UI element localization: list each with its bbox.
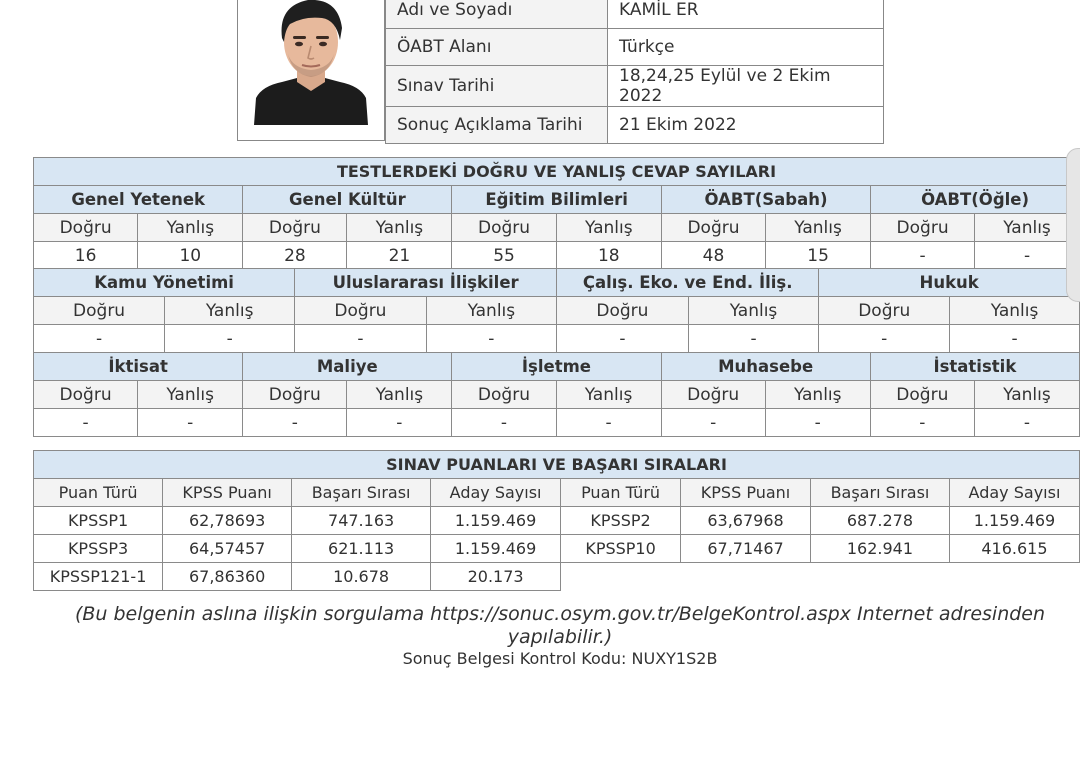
verification-note-line2: yapılabilir.) (507, 626, 613, 648)
score-type: KPSSP2 (561, 507, 681, 535)
wrong-value: - (950, 325, 1080, 353)
correct-label: Doğru (243, 214, 347, 242)
control-code: Sonuç Belgesi Kontrol Kodu: NUXY1S2B (402, 649, 718, 668)
wrong-label: Yanlış (766, 214, 871, 242)
correct-value: 28 (243, 242, 347, 270)
correct-label: Doğru (871, 214, 975, 242)
wrong-value: - (138, 409, 243, 437)
info-label: Adı ve Soyadı (386, 0, 608, 29)
correct-label: Doğru (452, 214, 556, 242)
wrong-label: Yanlış (688, 297, 819, 325)
score-type: KPSSP10 (561, 535, 681, 563)
wrong-label: Yanlış (556, 214, 661, 242)
scores-title: SINAV PUANLARI VE BAŞARI SIRALARI (34, 451, 1080, 479)
correct-label: Doğru (295, 297, 426, 325)
wrong-value: - (347, 409, 452, 437)
candidate-photo (237, 0, 385, 141)
correct-value: - (871, 242, 975, 270)
wrong-value: - (975, 242, 1080, 270)
wrong-value: - (556, 409, 661, 437)
info-value: 21 Ekim 2022 (608, 107, 884, 144)
candidate-info-table (385, 0, 884, 144)
wrong-value: 10 (138, 242, 243, 270)
section-header: Çalış. Eko. ve End. İliş. (557, 269, 819, 297)
success-rank: 162.941 (810, 535, 949, 563)
wrong-label: Yanlış (765, 381, 870, 409)
section-header: İstatistik (870, 353, 1079, 381)
column-header: KPSS Puanı (163, 479, 292, 507)
candidate-count: 416.615 (949, 535, 1079, 563)
info-row-exam-date (386, 66, 884, 107)
column-header: Aday Sayısı (431, 479, 561, 507)
wrong-label: Yanlış (975, 214, 1080, 242)
section-header: Maliye (243, 353, 452, 381)
wrong-value: - (426, 325, 556, 353)
tests-grid-1 (33, 157, 1080, 270)
correct-value: - (34, 409, 138, 437)
wrong-value: 21 (347, 242, 452, 270)
section-header: ÖABT(Sabah) (661, 186, 870, 214)
score-type: KPSSP1 (34, 507, 163, 535)
section-header: Uluslararası İlişkiler (295, 269, 557, 297)
success-rank: 687.278 (810, 507, 949, 535)
wrong-label: Yanlış (974, 381, 1079, 409)
candidate-count: 1.159.469 (431, 535, 561, 563)
wrong-label: Yanlış (138, 381, 243, 409)
wrong-value: 18 (556, 242, 661, 270)
wrong-label: Yanlış (556, 381, 661, 409)
kpss-score: 67,86360 (163, 563, 292, 591)
success-rank: 747.163 (292, 507, 431, 535)
kpss-score: 62,78693 (163, 507, 292, 535)
section-header: Muhasebe (661, 353, 870, 381)
column-header: Puan Türü (561, 479, 681, 507)
score-type: KPSSP3 (34, 535, 163, 563)
wrong-label: Yanlış (138, 214, 243, 242)
empty-cell (561, 563, 1080, 591)
correct-label: Doğru (557, 297, 689, 325)
correct-value: 16 (34, 242, 138, 270)
table-row (34, 507, 1080, 535)
section-header: Kamu Yönetimi (34, 269, 295, 297)
correct-value: - (243, 409, 347, 437)
table-row (34, 535, 1080, 563)
correct-label: Doğru (870, 381, 974, 409)
correct-label: Doğru (243, 381, 347, 409)
correct-label: Doğru (661, 381, 765, 409)
candidate-count: 1.159.469 (949, 507, 1079, 535)
info-row-field (386, 29, 884, 66)
tests-title: TESTLERDEKİ DOĞRU VE YANLIŞ CEVAP SAYILARI (34, 158, 1080, 186)
kpss-score: 67,71467 (681, 535, 811, 563)
section-header: Genel Kültür (243, 186, 452, 214)
wrong-value: 15 (766, 242, 871, 270)
column-header: Başarı Sırası (810, 479, 949, 507)
correct-value: - (819, 325, 950, 353)
info-value: 18,24,25 Eylül ve 2 Ekim 2022 (608, 66, 884, 107)
candidate-count: 20.173 (431, 563, 561, 591)
info-row-result-date (386, 107, 884, 144)
info-value: KAMİL ER (608, 0, 884, 29)
column-header: Aday Sayısı (949, 479, 1079, 507)
wrong-value: - (974, 409, 1079, 437)
info-row-name (386, 0, 884, 29)
column-header: Puan Türü (34, 479, 163, 507)
section-header: Hukuk (819, 269, 1080, 297)
side-scroll-tab[interactable] (1066, 148, 1080, 302)
correct-label: Doğru (34, 381, 138, 409)
correct-value: - (452, 409, 556, 437)
correct-label: Doğru (34, 214, 138, 242)
correct-value: - (557, 325, 689, 353)
correct-label: Doğru (819, 297, 950, 325)
tests-grid-3 (33, 352, 1080, 437)
section-header: İktisat (34, 353, 243, 381)
verification-note-line1: (Bu belgenin aslına ilişkin sorgulama https://sonuc.osym.gov.tr/BelgeKontrol.aspx Internet adresinden (74, 603, 1046, 625)
correct-value: - (661, 409, 765, 437)
wrong-label: Yanlış (426, 297, 556, 325)
success-rank: 621.113 (292, 535, 431, 563)
score-type: KPSSP121-1 (34, 563, 163, 591)
wrong-label: Yanlış (347, 214, 452, 242)
correct-label: Doğru (661, 214, 765, 242)
scores-table (33, 450, 1080, 591)
info-value: Türkçe (608, 29, 884, 66)
correct-value: - (34, 325, 165, 353)
correct-value: 55 (452, 242, 556, 270)
section-header: Eğitim Bilimleri (452, 186, 662, 214)
info-label: Sınav Tarihi (386, 66, 608, 107)
success-rank: 10.678 (292, 563, 431, 591)
verification-note (40, 603, 1080, 649)
section-header: ÖABT(Öğle) (871, 186, 1080, 214)
section-header: Genel Yetenek (34, 186, 243, 214)
section-header: İşletme (452, 353, 661, 381)
info-label: Sonuç Açıklama Tarihi (386, 107, 608, 144)
tests-grid-2 (33, 268, 1080, 353)
candidate-photo-image (252, 0, 370, 125)
wrong-value: - (688, 325, 819, 353)
kpss-score: 64,57457 (163, 535, 292, 563)
wrong-value: - (765, 409, 870, 437)
table-row (34, 563, 1080, 591)
wrong-value: - (165, 325, 295, 353)
correct-label: Doğru (34, 297, 165, 325)
kpss-score: 63,67968 (681, 507, 811, 535)
wrong-label: Yanlış (165, 297, 295, 325)
wrong-label: Yanlış (950, 297, 1080, 325)
correct-label: Doğru (452, 381, 556, 409)
wrong-label: Yanlış (347, 381, 452, 409)
column-header: Başarı Sırası (292, 479, 431, 507)
candidate-count: 1.159.469 (431, 507, 561, 535)
correct-value: 48 (661, 242, 765, 270)
column-header: KPSS Puanı (681, 479, 811, 507)
correct-value: - (870, 409, 974, 437)
info-label: ÖABT Alanı (386, 29, 608, 66)
correct-value: - (295, 325, 426, 353)
